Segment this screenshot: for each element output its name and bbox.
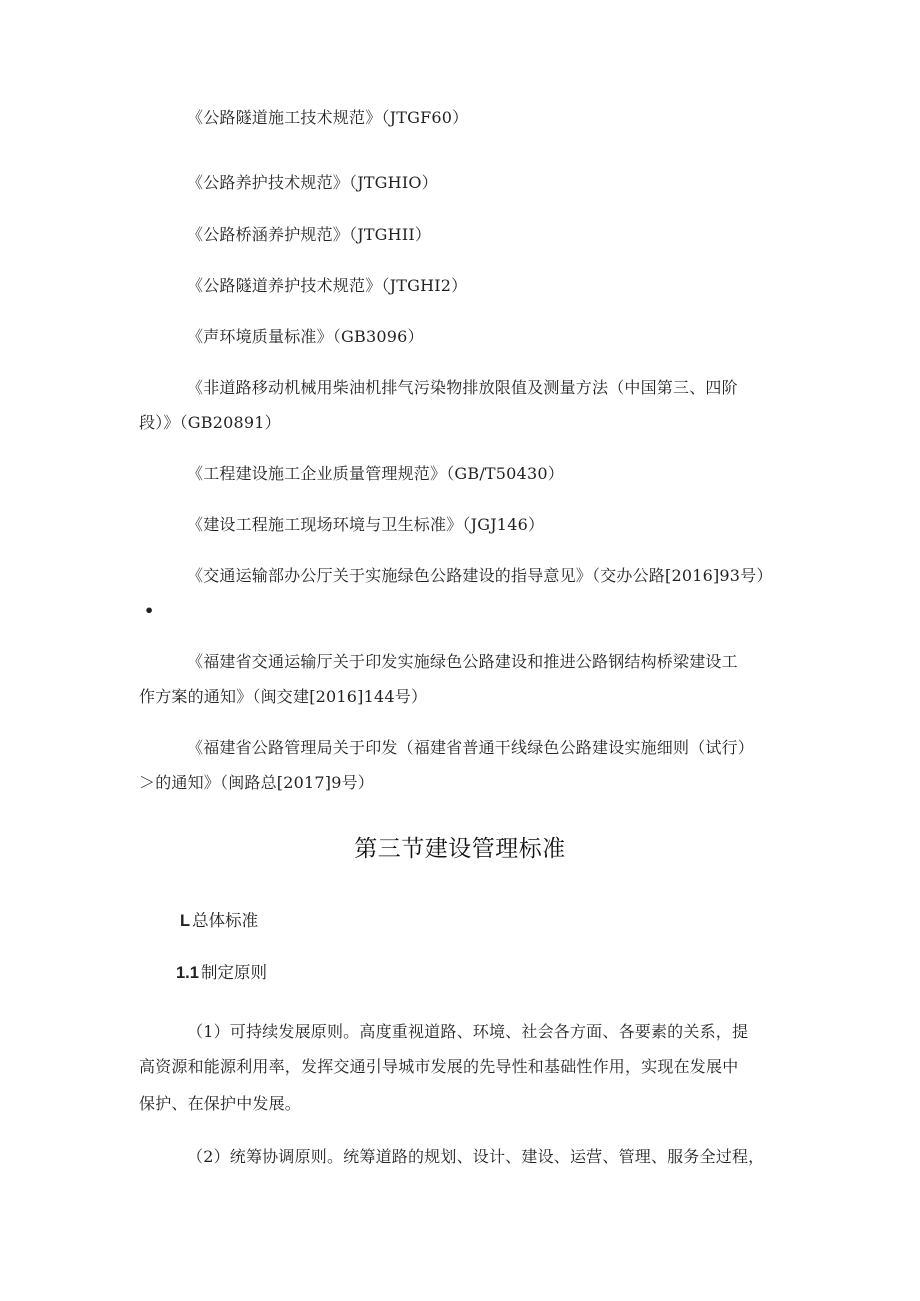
reference-item: 《公路隧道施工技术规范》（JTGF60） bbox=[187, 108, 469, 127]
reference-item: 《公路养护技术规范》（JTGHIO） bbox=[187, 173, 438, 192]
paragraph-line: 高资源和能源利用率，发挥交通引导城市发展的先导性和基础性作用，实现在发展中 bbox=[139, 1057, 739, 1076]
reference-item: 《非道路移动机械用柴油机排气污染物排放限值及测量方法（中国第三、四阶 bbox=[187, 378, 738, 397]
subsection-heading bbox=[180, 911, 258, 931]
subsection-text: 总体标准 bbox=[192, 911, 259, 930]
reference-item: 《公路隧道养护技术规范》（JTGHI2） bbox=[187, 276, 468, 295]
reference-item-continuation: 段）》（GB20891） bbox=[139, 413, 281, 432]
reference-item: 《福建省交通运输厅关于印发实施绿色公路建设和推进公路钢结构桥梁建设工 bbox=[187, 652, 738, 671]
reference-item-continuation: ＞的通知》（闽路总[2017]9号） bbox=[139, 773, 374, 792]
section-title: 第三节建设管理标准 bbox=[354, 836, 566, 862]
subsection-number: L bbox=[180, 912, 191, 930]
paragraph-line: （1）可持续发展原则。高度重视道路、环境、社会各方面、各要素的关系，提 bbox=[187, 1022, 749, 1041]
reference-item: 《建设工程施工现场环境与卫生标准》（JGJ146） bbox=[187, 515, 545, 534]
reference-item: 《福建省公路管理局关于印发（福建省普通干线绿色公路建设实施细则（试行） bbox=[187, 738, 755, 757]
reference-item: 《声环境质量标准》（GB3096） bbox=[187, 327, 424, 346]
subsubsection-heading bbox=[176, 963, 267, 983]
reference-item: 《工程建设施工企业质量管理规范》（GB/T50430） bbox=[187, 464, 564, 483]
paragraph-line: 保护、在保护中发展。 bbox=[139, 1094, 302, 1113]
reference-item: 《交通运输部办公厅关于实施绿色公路建设的指导意见》（交办公路[2016]93号） bbox=[187, 566, 773, 585]
reference-item: 《公路桥涵养护规范》（JTGHII） bbox=[187, 225, 432, 244]
subsubsection-text: 制定原则 bbox=[200, 963, 267, 982]
reference-item-continuation: 作方案的通知》（闽交建[2016]144号） bbox=[139, 687, 428, 706]
paragraph-line: （2）统筹协调原则。统筹道路的规划、设计、建设、运营、管理、服务全过程， bbox=[187, 1147, 765, 1166]
subsubsection-number: 1.1 bbox=[176, 964, 199, 982]
bullet-dot: • bbox=[144, 601, 155, 620]
